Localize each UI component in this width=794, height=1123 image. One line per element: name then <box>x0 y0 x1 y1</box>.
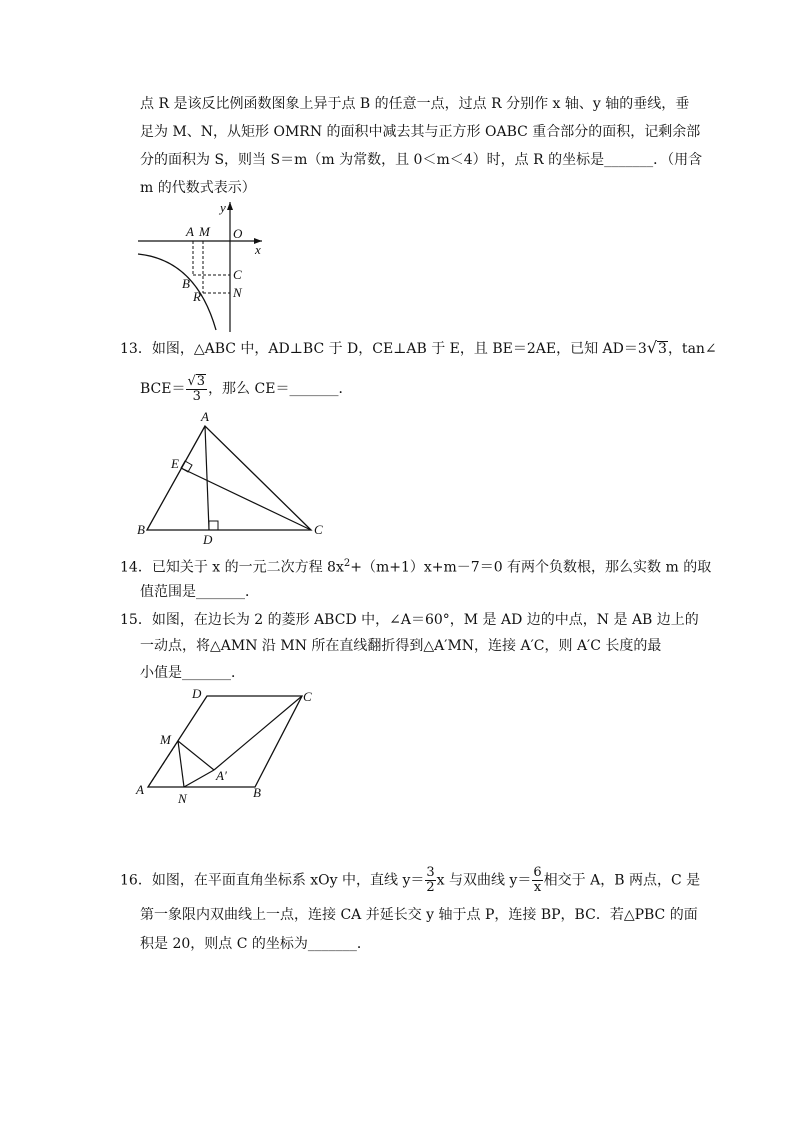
q12-line-3: 分的面积为 S，则当 S＝m（m 为常数，且 0＜m＜4）时，点 R 的坐标是_______．（用含 <box>140 152 703 168</box>
q15-label-A-prime: A′ <box>216 768 227 783</box>
q13-figure <box>135 408 335 548</box>
q16-line-2: 第一象限内双曲线上一点，连接 CA 并延长交 y 轴于点 P，连接 BP，BC．若△PBC 的面 <box>140 907 698 923</box>
q15-label-D: D <box>192 686 202 701</box>
q12-label-B: B <box>182 276 190 291</box>
q16-fraction-2: $\frac{6}{x}$ <box>533 865 542 895</box>
q15-figure <box>130 684 330 810</box>
q13-label-B: B <box>137 522 145 537</box>
q15-label-B: B <box>253 785 261 800</box>
q12-label-y: y <box>220 200 226 215</box>
q13-label-C: C <box>314 522 323 537</box>
q15-label-N: N <box>178 791 187 806</box>
q13-label-A: A <box>201 409 209 424</box>
q12-label-R: R <box>193 289 201 304</box>
q12-line-4: m 的代数式表示） <box>140 180 256 196</box>
q12-label-O: O <box>233 226 243 241</box>
q15-label-C: C <box>303 689 312 704</box>
q13-line-2: BCE＝ $\frac{√3}{3}$ ，那么 CE＝_______． <box>140 374 353 404</box>
q13-fraction: $\frac{√3}{3}$ <box>187 374 206 404</box>
q15-line-1: 15．如图，在边长为 2 的菱形 ABCD 中，∠A＝60°，M 是 AD 边的中点，N 是 AB 边上的 <box>120 612 699 628</box>
q12-line-2: 足为 M、N，从矩形 OMRN 的面积中减去其与正方形 OABC 重合部分的面积，记剩余部 <box>140 124 701 140</box>
q13-line-1: 13．如图，△ABC 中，AD⊥BC 于 D，CE⊥AB 于 E，且 BE＝2AE，已知 AD＝3√3，tan∠ <box>120 338 717 357</box>
q12-label-A: A <box>186 224 194 239</box>
q15-label-M: M <box>160 732 171 747</box>
q12-label-C: C <box>233 267 242 282</box>
q16-line-1: 16．如图，在平面直角坐标系 xOy 中，直线 y＝ $\frac{3}{2}$ x 与双曲线 y＝ $\frac{6}{x}$ 相交于 A，B 两点，C 是 <box>120 865 701 895</box>
q15-line-3: 小值是_______． <box>140 665 245 681</box>
q12-figure <box>130 198 280 334</box>
q12-label-M: M <box>199 224 210 239</box>
q16-line-3: 积是 20，则点 C 的坐标为_______． <box>140 936 371 952</box>
q13-label-D: D <box>203 532 213 547</box>
q16-fraction-1: $\frac{3}{2}$ <box>426 865 435 895</box>
q12-line-1: 点 R 是该反比例函数图象上异于点 B 的任意一点，过点 R 分别作 x 轴、y 轴的垂线，垂 <box>140 96 690 112</box>
q15-label-A: A <box>136 782 144 797</box>
q15-line-2: 一动点，将△AMN 沿 MN 所在直线翻折得到△A′MN，连接 A′C，则 A′C 长度的最 <box>140 638 662 654</box>
q12-label-N: N <box>233 285 242 300</box>
q14-line-1: 14．已知关于 x 的一元二次方程 $8x^2+(m+1)x+m-7=0$ 有两个负数根，那么实数 m 的取 <box>120 558 712 576</box>
q14-line-2: 值范围是_______． <box>140 584 259 600</box>
q13-label-E: E <box>171 456 179 471</box>
q12-label-x: x <box>255 242 261 257</box>
